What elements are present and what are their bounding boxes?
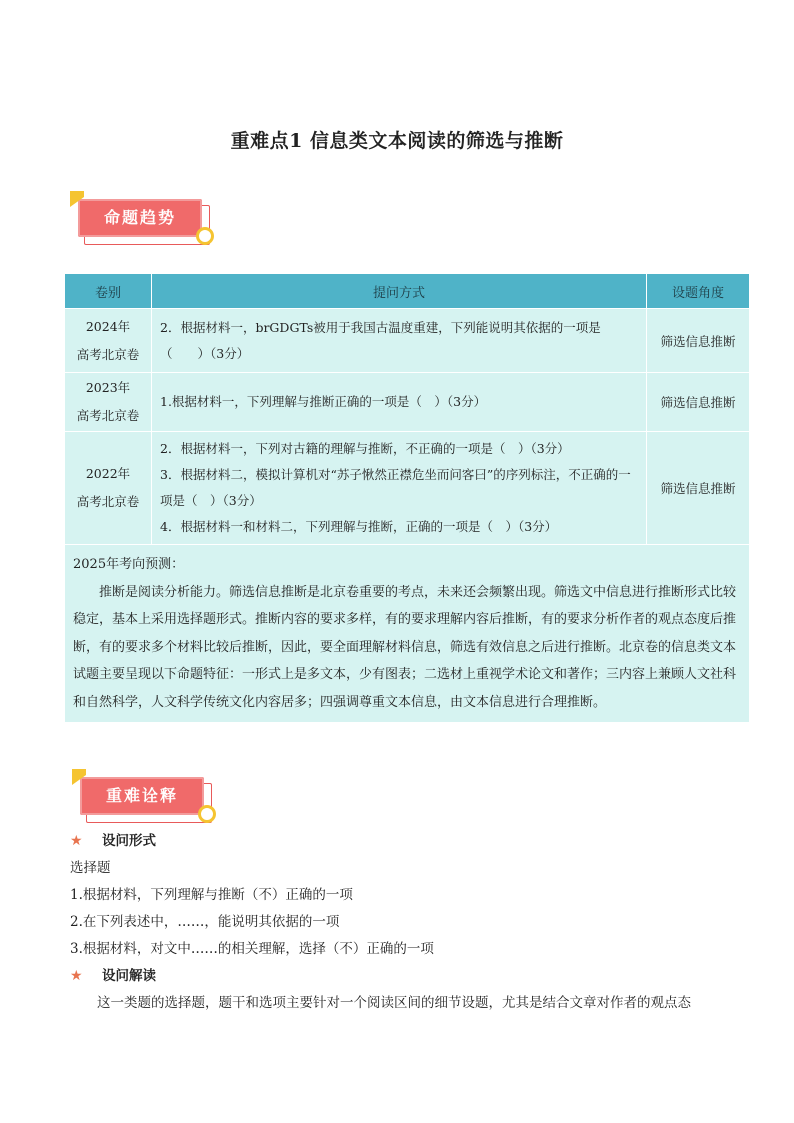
table-row xyxy=(65,309,750,373)
prediction-cell xyxy=(65,545,750,723)
page-title: 重难点1 信息类文本阅读的筛选与推断 xyxy=(230,130,564,152)
question-cell: 2．根据材料一，brGDGTs被用于我国古温度重建，下列能说明其依据的一项是（ ）（3分） xyxy=(152,309,647,373)
prediction-title: 2025年考向预测： xyxy=(73,557,185,572)
angle-cell: 筛选信息推断 xyxy=(647,432,750,545)
year-cell: 2022年 高考北京卷 xyxy=(65,432,152,545)
analysis-paragraph: 这一类题的选择题，题干和选项主要针对一个阅读区间的细节设题，尤其是结合文章对作者的观点态 xyxy=(97,995,691,1011)
list-item: 1.根据材料，下列理解与推断（不）正确的一项 xyxy=(70,887,353,903)
star-icon: ★ xyxy=(70,968,83,984)
year-cell: 2023年 高考北京卷 xyxy=(65,373,152,432)
heading-question-analysis: ★ 设问解读 xyxy=(70,963,740,990)
column-header: 设题角度 xyxy=(647,274,750,309)
prediction-row xyxy=(65,545,750,723)
section-badge-trend: 命题趋势 xyxy=(76,197,226,253)
question-cell: 2．根据材料一，下列对古籍的理解与推断，不正确的一项是（ ）（3分） 3．根据材料二，模拟计算机对“苏子愀然正襟危坐而问客曰”的序列标注，不正确的一项是（ ）（3分） 4．根据材料一和材料二，下列理解与推断，正确的一项是（ ）（3分） xyxy=(152,432,647,545)
angle-cell: 筛选信息推断 xyxy=(647,373,750,432)
question-cell: 1.根据材料一，下列理解与推断正确的一项是（ ）（3分） xyxy=(152,373,647,432)
section-badge-explain: 重难诠释 xyxy=(78,775,228,831)
trend-table xyxy=(64,273,750,723)
prediction-body: 推断是阅读分析能力。筛选信息推断是北京卷重要的考点，未来还会频繁出现。筛选文中信息进行推断形式比较稳定，基本上采用选择题形式。推断内容的要求多样，有的要求理解内容后推断，有的要求分析作者的观点态度后推断，有的要求多个材料比较后推断，因此，要全面理解材料信息，筛选有效信息之后进行推断。北京卷的信息类文本试题主要呈现以下命题特征：一形式上是多文本，少有图表；二选材上重视学术论文和著作；三内容上兼顾人文社科和自然科学，人文科学传统文化内容居多；四强调尊重文本信息，由文本信息进行合理推断。 xyxy=(73,584,737,710)
table-header-row xyxy=(65,274,750,309)
table-row xyxy=(65,432,750,545)
heading-question-form: ★ 设问形式 xyxy=(70,828,740,855)
list-item: 3.根据材料，对文中……的相关理解，选择（不）正确的一项 xyxy=(70,941,434,957)
explain-section xyxy=(70,828,740,1017)
table-row xyxy=(65,373,750,432)
column-header: 卷别 xyxy=(65,274,152,309)
star-icon: ★ xyxy=(70,833,83,849)
column-header: 提问方式 xyxy=(152,274,647,309)
year-cell: 2024年 高考北京卷 xyxy=(65,309,152,373)
question-type: 选择题 xyxy=(70,860,111,876)
angle-cell: 筛选信息推断 xyxy=(647,309,750,373)
list-item: 2.在下列表述中，……，能说明其依据的一项 xyxy=(70,914,340,930)
